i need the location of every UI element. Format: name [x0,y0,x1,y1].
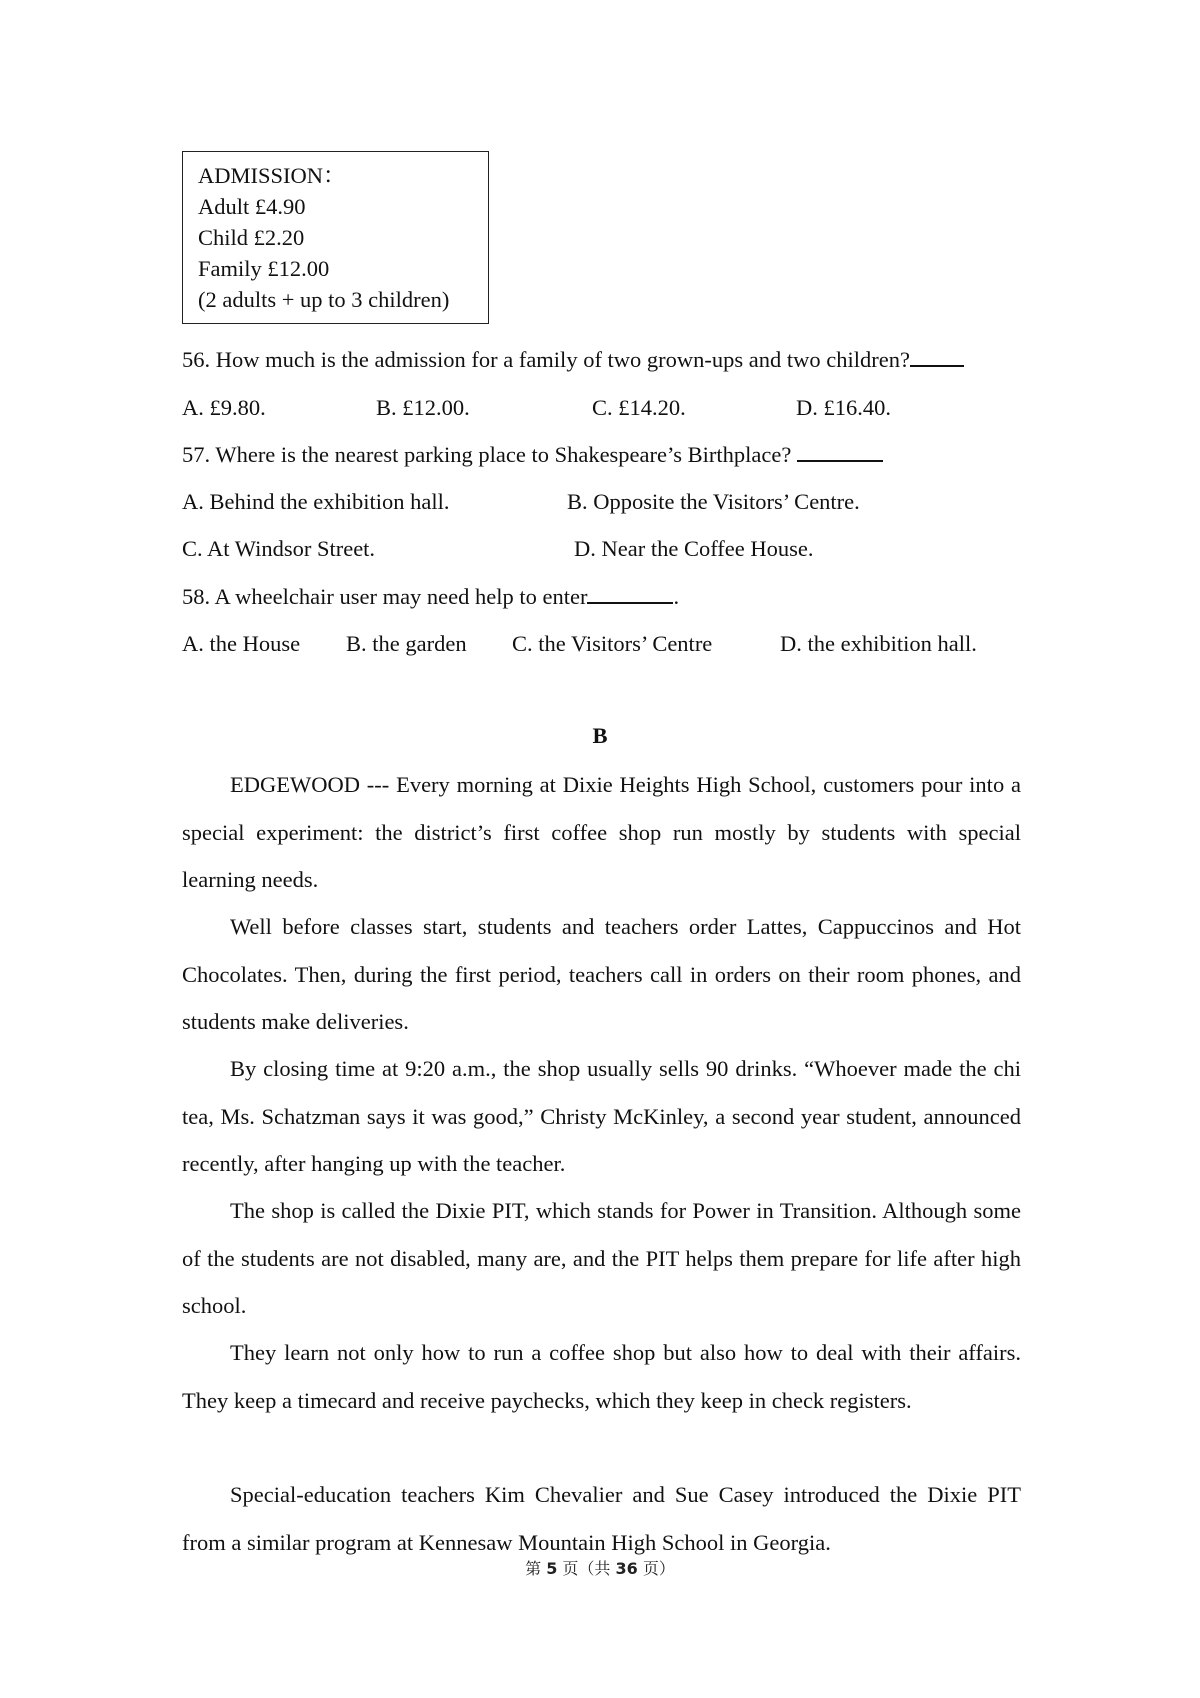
answer-blank [910,345,964,367]
footer-prefix: 第 [525,1559,542,1578]
q57-option-b: B. Opposite the Visitors’ Centre. [567,489,860,514]
footer-suffix: 页） [642,1559,675,1578]
paragraph-5: They learn not only how to run a coffee shop but also how to deal with their affairs. They keep a timecard and receive paychecks, which they keep in check registers. [182,1340,1021,1413]
q56-option-d: D. £16.40. [796,395,891,420]
admission-title: ADMISSION： [198,163,346,188]
question-58-stem-end: . [673,584,680,609]
question-56 [182,345,964,375]
question-56-stem: 56. How much is the admission for a family of two grown-ups and two children? [182,347,910,372]
question-58-stem: 58. A wheelchair user may need help to enter [182,584,588,609]
page-footer [0,1556,1200,1579]
q57-option-c: C. At Windsor Street. [182,536,376,561]
answer-blank [797,440,883,462]
q56-option-c: C. £14.20. [592,395,686,420]
q56-option-b: B. £12.00. [376,395,470,420]
question-57 [182,440,883,470]
q57-option-a: A. Behind the exhibition hall. [182,489,450,514]
paragraph-1: EDGEWOOD --- Every morning at Dixie Heights High School, customers pour into a special experiment: the district’s first coffee shop run mostly by students with special learning needs. [182,772,1021,892]
admission-adult: Adult £4.90 [198,194,306,219]
question-58 [182,582,679,612]
q58-option-b: B. the garden [346,631,467,656]
question-57-stem: 57. Where is the nearest parking place to Shakespeare’s Birthplace? [182,442,797,467]
section-heading: B [592,723,608,748]
q56-option-a: A. £9.80. [182,395,266,420]
admission-box [182,151,489,324]
q57-option-d: D. Near the Coffee House. [574,536,814,561]
paragraph-2: Well before classes start, students and teachers order Lattes, Cappuccinos and Hot Chocolates. Then, during the first period, teachers call in orders on their room phones, and students make deliveries. [182,914,1021,1034]
q58-option-a: A. the House [182,631,301,656]
paragraph-3: By closing time at 9:20 a.m., the shop usually sells 90 drinks. “Whoever made the chi tea, Ms. Schatzman says it was good,” Christy McKinley, a second year student, announced recently, after hanging up with the teacher. [182,1056,1021,1176]
answer-blank [587,582,673,604]
paragraph-6: Special-education teachers Kim Chevalier and Sue Casey introduced the Dixie PIT from a similar program at Kennesaw Mountain High School in Georgia. [182,1482,1021,1555]
total-pages: 36 [615,1559,638,1578]
admission-child: Child £2.20 [198,225,305,250]
page-number: 5 [546,1559,558,1578]
q58-option-d: D. the exhibition hall. [780,631,977,656]
admission-family: Family £12.00 [198,256,330,281]
admission-note: (2 adults + up to 3 children) [198,287,450,312]
footer-middle: 页（共 [562,1559,611,1578]
paragraph-4: The shop is called the Dixie PIT, which stands for Power in Transition. Although some of the students are not disabled, many are, and the PIT helps them prepare for life after high school. [182,1198,1021,1318]
q58-option-c: C. the Visitors’ Centre [512,631,713,656]
